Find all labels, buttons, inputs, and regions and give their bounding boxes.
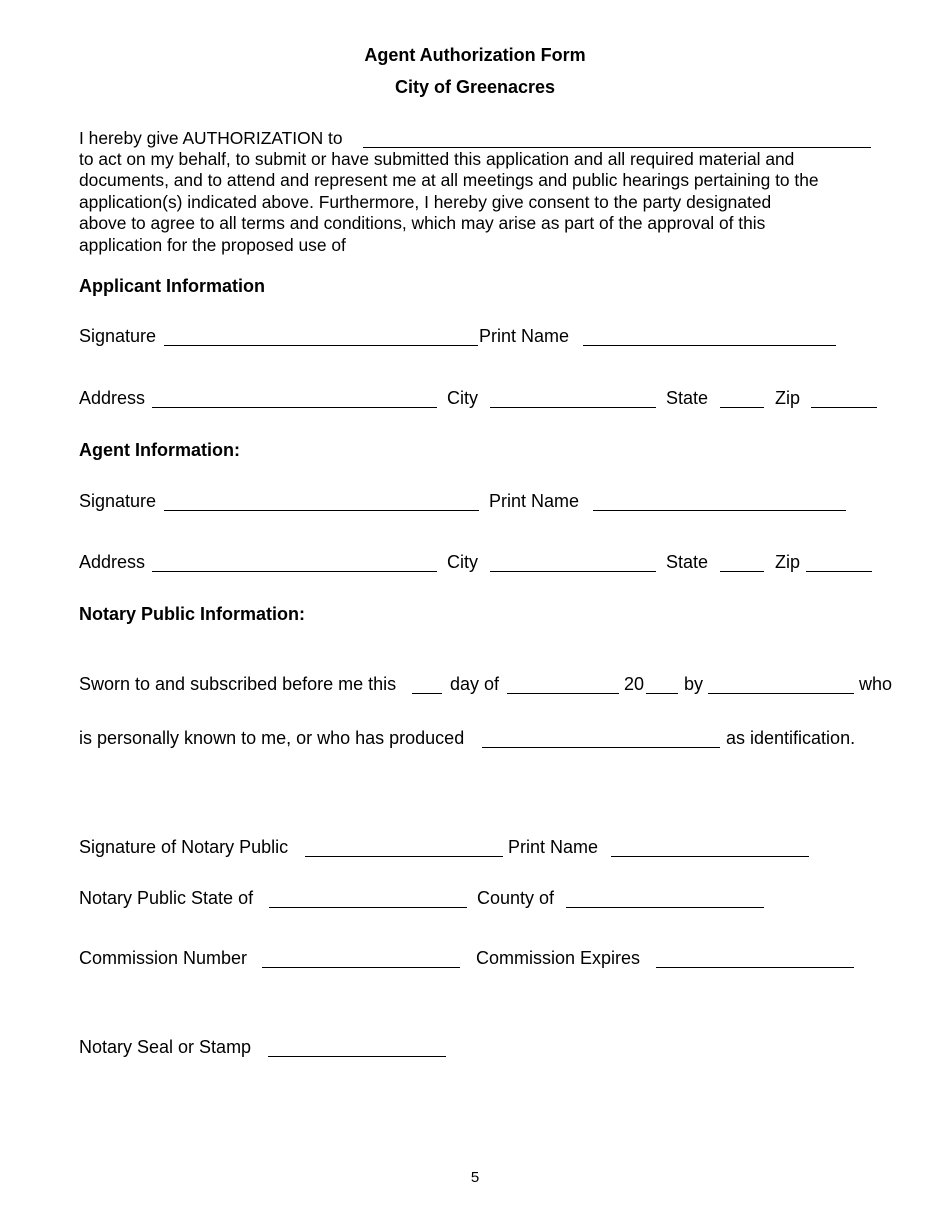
commission-expires-field[interactable] [656,967,854,968]
agent-signature-field[interactable] [164,510,479,511]
notary-state-field[interactable] [269,907,467,908]
commission-number-label: Commission Number [79,948,248,968]
notary-state-label: Notary Public State of [79,888,254,908]
authorization-lead: I hereby give AUTHORIZATION to [79,128,343,148]
form-title: Agent Authorization Form [364,45,586,65]
as-identification-label: as identification. [726,728,856,748]
commission-expires-label: Commission Expires [476,948,641,968]
agent-city-label: City [447,552,478,572]
sworn-by-field[interactable] [708,693,854,694]
agent-state-label: State [666,552,709,572]
page-number: 5 [470,1169,480,1186]
authorized-party-field[interactable] [363,147,871,148]
identification-field[interactable] [482,747,720,748]
agent-state-field[interactable] [720,571,764,572]
applicant-zip-label: Zip [775,388,801,408]
notary-seal-label: Notary Seal or Stamp [79,1037,252,1057]
notary-heading: Notary Public Information: [79,604,306,624]
notary-seal-field[interactable] [268,1056,446,1057]
agent-city-field[interactable] [490,571,656,572]
agent-signature-label: Signature [79,491,157,511]
by-label: by [684,674,704,694]
county-label: County of [477,888,555,908]
authorization-line: to act on my behalf, to submit or have submitted this application and all required material and [79,149,795,169]
applicant-address-label: Address [79,388,146,408]
authorization-line: documents, and to attend and represent me at all meetings and public hearings pertaining to the [79,170,819,190]
form-subtitle: City of Greenacres [394,77,556,97]
applicant-print-name-label: Print Name [479,326,570,346]
applicant-signature-label: Signature [79,326,157,346]
authorization-line: application(s) indicated above. Furthermore, I hereby give consent to the party designated [79,192,772,212]
applicant-print-name-field[interactable] [583,345,836,346]
applicant-state-field[interactable] [720,407,764,408]
agent-zip-field[interactable] [806,571,872,572]
applicant-heading: Applicant Information [79,276,265,296]
applicant-state-label: State [666,388,709,408]
authorization-line: application for the proposed use of [79,235,346,255]
notary-signature-field[interactable] [305,856,503,857]
sworn-day-field[interactable] [412,693,442,694]
applicant-city-label: City [447,388,478,408]
applicant-zip-field[interactable] [811,407,877,408]
agent-address-field[interactable] [152,571,437,572]
sworn-label: Sworn to and subscribed before me this [79,674,397,694]
sworn-month-field[interactable] [507,693,619,694]
applicant-address-field[interactable] [152,407,437,408]
agent-print-name-field[interactable] [593,510,846,511]
known-label: is personally known to me, or who has produced [79,728,465,748]
sworn-year-field[interactable] [646,693,678,694]
year-prefix-label: 20 [624,674,645,694]
notary-signature-label: Signature of Notary Public [79,837,289,857]
notary-print-name-label: Print Name [508,837,599,857]
county-field[interactable] [566,907,764,908]
commission-number-field[interactable] [262,967,460,968]
agent-heading: Agent Information: [79,440,240,460]
notary-print-name-field[interactable] [611,856,809,857]
day-of-label: day of [450,674,500,694]
who-label: who [859,674,893,694]
agent-zip-label: Zip [775,552,801,572]
agent-print-name-label: Print Name [489,491,580,511]
applicant-city-field[interactable] [490,407,656,408]
applicant-signature-field[interactable] [164,345,478,346]
authorization-line: above to agree to all terms and conditions, which may arise as part of the approval of this [79,213,766,233]
agent-address-label: Address [79,552,146,572]
